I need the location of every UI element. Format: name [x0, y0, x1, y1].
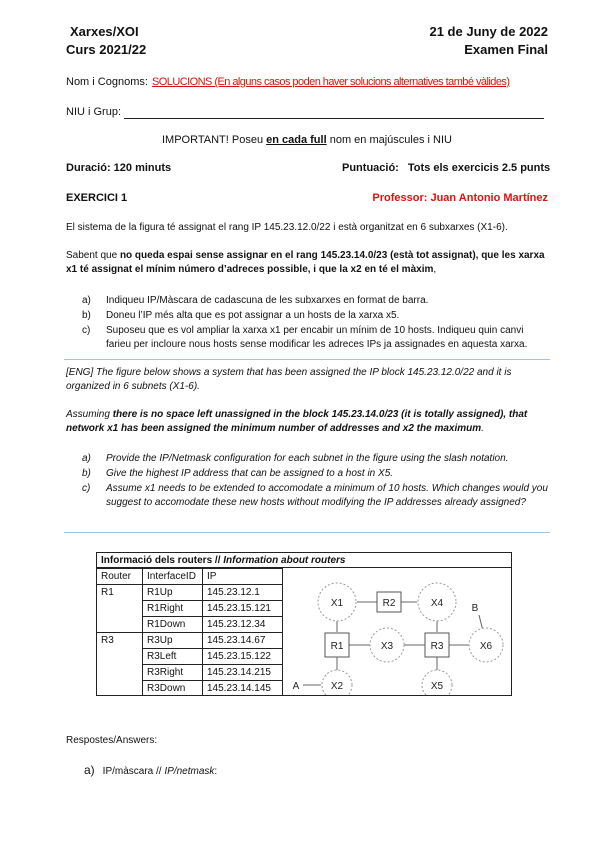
important-emph: en cada full	[266, 134, 327, 146]
node-x1	[318, 583, 356, 621]
exam-date: 21 de Juny de 2022	[429, 24, 548, 39]
table-cell: R3	[97, 633, 143, 649]
assumption-ca-pre: Sabent que	[66, 250, 120, 261]
table-cell	[97, 601, 143, 617]
table-cell: R1	[97, 585, 143, 601]
assumption-ca	[66, 249, 550, 277]
table-cell: 145.23.14.67	[203, 633, 283, 649]
question-text: Suposeu que es vol ampliar la xarxa x1 per encabir un mínim de 10 hosts. Indiqueu quin canvi farieu per incloure nous hosts sense modificar les adreces IPs ja assignades en aquesta xarxa.	[106, 325, 528, 350]
assumption-en-pre: Assuming	[66, 409, 113, 420]
node-label-x5: X5	[430, 681, 444, 692]
routers-title-en: Information about routers	[223, 555, 346, 566]
routers-box-title	[97, 553, 511, 568]
intro-en: [ENG] The figure below shows a system that has been assigned the IP block 145.23.12.0/22 and it is organized in 6 subnets (X1-6).	[66, 367, 512, 392]
routers-title-ca: Informació dels routers //	[101, 555, 224, 566]
table-cell: 145.23.14.215	[203, 665, 283, 681]
table-row	[97, 665, 283, 681]
table-cell: R3Down	[143, 681, 203, 697]
score	[342, 162, 550, 174]
node-label-x6: X6	[479, 641, 493, 652]
table-row	[97, 633, 283, 649]
question-text: Doneu l’IP més alta que es pot assignar a un hosts de la xarxa x5.	[106, 310, 400, 321]
exercise-title: EXERCICI 1	[66, 192, 128, 204]
node-label-x3: X3	[380, 641, 394, 652]
important-post: nom en majúscules i NIU	[326, 134, 452, 146]
node-x6	[469, 628, 503, 662]
question-marker: a)	[82, 295, 91, 306]
table-cell: 145.23.15.121	[203, 601, 283, 617]
question-en-a	[82, 452, 550, 466]
answer-a-text: IP/màscara //	[102, 766, 165, 777]
questions-ca	[82, 294, 550, 352]
name-label: Nom i Cognoms:	[66, 76, 148, 88]
table-cell: R3Up	[143, 633, 203, 649]
question-ca-c	[82, 324, 550, 352]
intro-ca: El sistema de la figura té assignat el rang IP 145.23.12.0/22 i està organitzat en 6 subxarxes (X1-6).	[66, 222, 508, 233]
node-r3	[425, 633, 449, 657]
table-cell: R1Down	[143, 617, 203, 633]
question-marker: b)	[82, 468, 91, 479]
professor: Professor: Juan Antonio Martínez	[372, 192, 548, 204]
question-marker: c)	[82, 325, 91, 336]
node-label-x4: X4	[430, 598, 444, 609]
table-row	[97, 681, 283, 697]
exam-type: Examen Final	[464, 42, 548, 57]
table-cell	[97, 649, 143, 665]
node-x5	[422, 670, 452, 695]
important-note	[162, 134, 452, 146]
table-header: InterfaceID	[143, 569, 203, 585]
table-row	[97, 649, 283, 665]
table-row	[97, 585, 283, 601]
table-cell: R3Left	[143, 649, 203, 665]
assumption-en-post: .	[481, 423, 484, 434]
question-en-c	[82, 482, 550, 510]
question-marker: c)	[82, 483, 91, 494]
node-label-x1: X1	[330, 598, 344, 609]
important-pre: IMPORTANT! Poseu	[162, 134, 267, 146]
score-label: Puntuació:	[342, 162, 399, 174]
network-diagram	[287, 571, 509, 695]
niu-underline	[124, 118, 544, 119]
table-cell: R3Right	[143, 665, 203, 681]
assumption-en-bold: there is no space left unassigned in the block 145.23.14.0/23 (it is totally assigned), that network x1 has been assigned the minimum number of addresses and x2 the maximum	[66, 409, 528, 434]
table-header: Router	[97, 569, 143, 585]
routers-box	[96, 552, 512, 696]
question-ca-b	[82, 309, 550, 323]
table-row	[97, 601, 283, 617]
course-year: Curs 2021/22	[66, 42, 147, 57]
node-r1	[325, 633, 349, 657]
table-cell: R1Up	[143, 585, 203, 601]
assumption-ca-post: ,	[433, 264, 437, 275]
assumption-ca-bold: no queda espai sense assignar en el rang 145.23.14.0/23 (està tot assignat), que les xarxa x1 té assignat el mínim número d’adreces possible, i que la x2 en té el màxim	[66, 250, 545, 275]
table-cell	[97, 617, 143, 633]
section-divider-2	[64, 532, 550, 533]
question-ca-a	[82, 294, 550, 308]
niu-label: NIU i Grup:	[66, 106, 122, 118]
node-label-x2: X2	[330, 681, 344, 692]
score-value: Tots els exercicis 2.5 punts	[407, 162, 551, 174]
node-label-r3: R3	[430, 641, 444, 652]
routers-table	[96, 568, 283, 696]
node-r2	[377, 592, 401, 612]
table-cell: 145.23.12.1	[203, 585, 283, 601]
node-x4	[418, 583, 456, 621]
assumption-en	[66, 408, 550, 436]
question-marker: a)	[82, 453, 91, 464]
answer-a-text-en: IP/netmask	[164, 766, 215, 777]
answer-a	[84, 763, 217, 779]
question-marker: b)	[82, 310, 91, 321]
question-text: Provide the IP/Netmask configuration for each subnet in the figure using the slash notation.	[106, 453, 509, 464]
duration: Duració: 120 minuts	[66, 162, 172, 174]
node-label-r1: R1	[330, 641, 344, 652]
table-cell	[97, 681, 143, 697]
table-cell: R1Right	[143, 601, 203, 617]
node-label-a: A	[292, 681, 300, 692]
section-divider-1	[64, 359, 550, 360]
question-en-b	[82, 467, 550, 481]
node-x2	[322, 670, 352, 695]
course-name: Xarxes/XOI	[70, 24, 139, 39]
question-text: Assume x1 needs to be extended to accomodate a minimum of 10 hosts. Which changes would you suggest to accomodate these new hosts without modifying the IP addresses already assigned?	[106, 483, 548, 508]
answers-heading: Respostes/Answers:	[66, 735, 158, 746]
table-header-row	[97, 569, 283, 585]
table-cell: 145.23.15.122	[203, 649, 283, 665]
name-value: SOLUCIONS (En alguns casos poden haver solucions alternatives també vàlides)	[152, 76, 510, 88]
questions-en	[82, 452, 550, 510]
answer-a-text-end: :	[214, 766, 218, 777]
table-header: IP	[203, 569, 283, 585]
answer-a-marker: a)	[84, 763, 95, 777]
question-text: Indiqueu IP/Màscara de cadascuna de les subxarxes en format de barra.	[106, 295, 429, 306]
table-cell	[97, 665, 143, 681]
table-cell: 145.23.14.145	[203, 681, 283, 697]
node-label-r2: R2	[382, 598, 396, 609]
node-label-b: B	[471, 603, 479, 614]
table-cell: 145.23.12.34	[203, 617, 283, 633]
question-text: Give the highest IP address that can be assigned to a host in X5.	[106, 468, 394, 479]
table-row	[97, 617, 283, 633]
node-x3	[370, 628, 404, 662]
